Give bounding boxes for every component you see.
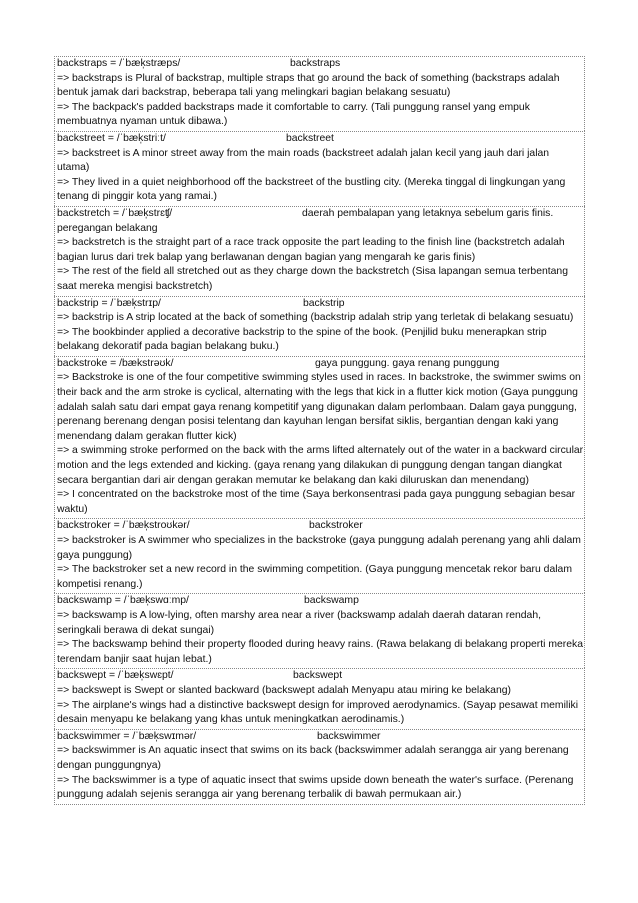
entry-backstroker: [54, 518, 585, 593]
example-line: => I concentrated on the backstroke most of the time (Saya berkonsentrasi pada gaya punggung sebagian besar waktu): [57, 489, 576, 515]
definition-line: => backstraps is Plural of backstrap, multiple straps that go around the back of something (backstraps adalah bentuk jamak dari backstrap, beberapa tali yang melingkari bagian belakang sesuatu): [57, 72, 560, 99]
example-line: => The backswimmer is a type of aquatic insect that swims upside down beneath the water's surface. (Perenang punggung adalah sejenis serangga air yang berenang terbalik di bawah permukaan air.): [57, 774, 574, 801]
definition-line: => backswamp is A low-lying, often marshy area near a river (backswamp adalah daerah dataran rendah, seringkali berawa di dekat sungai): [57, 609, 542, 636]
entry-backstraps: [54, 56, 585, 131]
pronunciation: backswamp = /ˈbæk̩swɑːmp/: [57, 595, 189, 607]
pronunciation: backstretch = /ˈbæk̩strɛʧ/: [57, 207, 173, 219]
definition-line: => Backstroke is one of the four competitive swimming styles used in races. In backstroke, the swimmer swims on their back and the arm stroke is cyclical, alternating with the legs that kick in a flutter kick motion (Gaya punggung adalah salah satu dari empat gaya renang kompetitif yang digunakan dalam perlombaan. Dalam gaya punggung, perenang berenang dengan posisi telentang dan kayuhan lengan bersifat siklis, bergantian dengan kaki yang menendang dalam gerakan flutter kick): [57, 372, 581, 442]
headword-label: backstroker: [309, 520, 363, 532]
entry-header: [57, 207, 584, 236]
example-line: => The airplane's wings had a distinctive backswept design for improved aerodynamics. (Sayap pesawat memiliki desain menyapu ke belakang yang khas untuk meningkatkan aerodinamis.): [57, 699, 579, 726]
definition-line: => backstroker is A swimmer who specializes in the backstroke (gaya punggung adalah perenang yang ahli dalam gaya punggung): [57, 535, 581, 561]
document-page: [54, 56, 585, 805]
definition-line: => backstreet is A minor street away from the main roads (backstreet adalah jalan kecil yang jauh dari jalan utama): [57, 147, 550, 174]
headword-label: backstrip: [303, 297, 345, 309]
entry-backswept: [54, 668, 585, 728]
headword-label: backswimmer: [317, 730, 381, 742]
headword-label: backstreet: [286, 132, 334, 144]
pronunciation: backstrip = /ˈbæk̩strɪp/: [57, 297, 161, 309]
example-line: => The backstroker set a new record in the swimming competition. (Gaya punggung mencetak rekor baru dalam kompetisi renang.): [57, 564, 572, 590]
headword-label: daerah pembalapan yang letaknya sebelum garis finis. peregangan belakang: [57, 207, 554, 234]
entry-header: [57, 669, 584, 684]
pronunciation: backstroker = /ˈbæk̩stroʊkər/: [57, 520, 190, 532]
pronunciation: backswimmer = /ˈbæk̩swɪmər/: [57, 730, 197, 742]
entry-header: [57, 519, 584, 534]
headword-label: backstraps: [290, 58, 341, 69]
headword-label: backswept: [293, 670, 343, 682]
pronunciation: backstreet = /ˈbæk̩striːt/: [57, 132, 166, 144]
entry-backstreet: [54, 131, 585, 206]
example-line: => The bookbinder applied a decorative backstrip to the spine of the book. (Penjilid buku menerapkan strip belakang dekoratif pada bagian belakang buku.): [57, 326, 547, 353]
definition-line: => backswimmer is An aquatic insect that swims on its back (backswimmer adalah serangga air yang berenang dengan punggungnya): [57, 745, 569, 771]
pronunciation: backswept = /ˈbæk̩swɛpt/: [57, 670, 174, 682]
pronunciation: backstraps = /ˈbæk̩stræps/: [57, 58, 181, 69]
entry-backstretch: [54, 206, 585, 296]
definition-line: => backstrip is A strip located at the back of something (backstrip adalah strip yang terletak di belakang sesuatu): [57, 312, 574, 324]
definition-line: => backswept is Swept or slanted backward (backswept adalah Menyapu atau miring ke belakang): [57, 684, 511, 696]
definition-line: => a swimming stroke performed on the back with the arms lifted alternately out of the water in a backward circular motion and the legs extended and kicking. (gaya renang yang dilakukan di punggung dengan tangan diangkat secara bergantian dari air dengan gerakan memutar ke belakang dan kaki diluruskan dan menendang): [57, 445, 584, 486]
headword-label: gaya punggung. gaya renang punggung: [315, 357, 500, 369]
pronunciation: backstroke = /bækstrəʊk/: [57, 357, 174, 369]
entry-header: [57, 594, 584, 609]
example-line: => The rest of the field all stretched out as they charge down the backstretch (Sisa lapangan semua terbentang saat mereka mengisi backstretch): [57, 266, 568, 292]
example-line: => The backpack's padded backstraps made it comfortable to carry. (Tali punggung ransel yang empuk membuatnya nyaman untuk dibawa.): [57, 101, 530, 128]
entry-header: [57, 57, 584, 72]
definition-line: => backstretch is the straight part of a race track opposite the part leading to the finish line (backstretch adalah bagian lurus dari trek balap yang berlawanan dengan bagian yang mengarah ke garis finis): [57, 237, 565, 263]
entry-backswamp: [54, 593, 585, 668]
entry-header: [57, 730, 584, 745]
example-line: => They lived in a quiet neighborhood off the backstreet of the bustling city. (Mereka tinggal di lingkungan yang tenang di pinggir kota yang ramai.): [57, 176, 566, 203]
headword-label: backswamp: [304, 595, 359, 607]
entry-header: [57, 297, 584, 312]
entry-header: [57, 132, 584, 147]
entry-backstroke: [54, 356, 585, 519]
entry-header: [57, 357, 584, 372]
example-line: => The backswamp behind their property flooded during heavy rains. (Rawa belakang di belakang properti mereka terendam banjir saat hujan lebat.): [57, 639, 584, 665]
entry-backstrip: [54, 296, 585, 356]
entry-backswimmer: [54, 729, 585, 805]
